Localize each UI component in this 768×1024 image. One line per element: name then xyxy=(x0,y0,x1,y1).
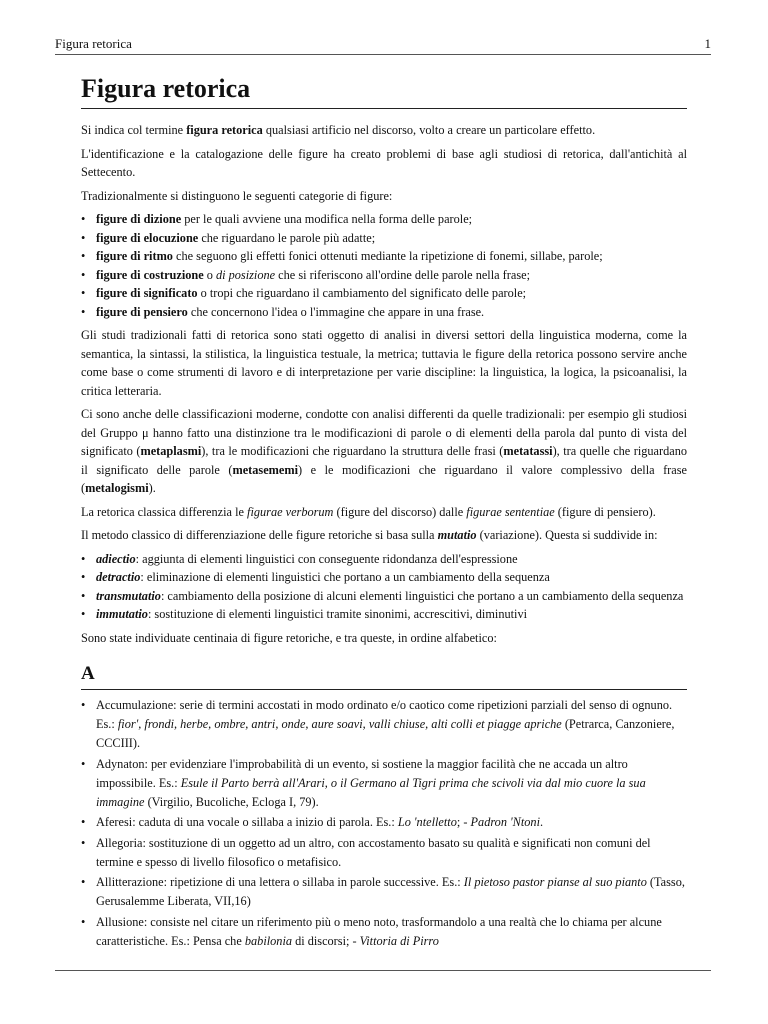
running-header xyxy=(55,36,711,52)
intro-paragraph xyxy=(81,121,687,140)
italic-term: Esule il Parto berrà all'Arari, o il Germano al Tigri prima che scivoli via dal mio cuore la sua immagine xyxy=(96,775,646,809)
text-run: ). xyxy=(148,481,156,495)
paragraph-classical xyxy=(81,503,687,522)
bullet-icon: • xyxy=(81,570,86,584)
text-run: che riguardano le parole più adatte; xyxy=(198,230,376,245)
bold-term: metaplasmi xyxy=(140,444,202,458)
list-item xyxy=(81,696,687,753)
list-item xyxy=(81,568,687,587)
paragraph-method xyxy=(81,526,687,545)
italic-term: figurae verborum xyxy=(247,504,334,519)
text-run: Allitterazione: ripetizione di una lettera o sillaba in parole successive. Es.: xyxy=(96,875,464,889)
text-run: ) e le modificazioni che riguardano il valore complessivo della frase ( xyxy=(81,462,687,495)
bullet-icon: • xyxy=(81,835,86,850)
bullet-icon: • xyxy=(81,875,86,889)
text-run: Aferesi: caduta di una vocale o sillaba a inizio di parola. Es.: xyxy=(96,815,398,829)
bullet-icon: • xyxy=(81,756,86,771)
bullet-icon: • xyxy=(81,212,86,226)
list-item xyxy=(81,229,687,248)
text-run: (variazione). Questa si suddivide in: xyxy=(476,528,658,542)
section-heading-a: A xyxy=(81,661,687,690)
figures-list-a xyxy=(81,696,687,951)
text-run: che seguono gli effetti fonici ottenuti mediante la ripetizione di fonemi, sillabe, parole; xyxy=(172,249,603,263)
categories-list xyxy=(81,210,687,321)
bold-term: figura retorica xyxy=(186,123,263,137)
text-run: (Virgilio, Bucoliche, Ecloga I, 79). xyxy=(144,794,319,809)
paragraph-categories-intro: Tradizionalmente si distinguono le seguenti categorie di figure: xyxy=(81,188,393,203)
bold-italic-term: mutatio xyxy=(437,528,477,542)
bold-term: figure di dizione xyxy=(96,212,182,226)
list-item xyxy=(81,266,687,285)
bullet-icon: • xyxy=(81,304,86,319)
text-run: Ci sono anche delle classificazioni moderne, condotte con analisi differenti da quelle tradizionali: per esempio gli studiosi del Gruppo μ hanno fatto una distinzione tra le modificazioni di parole o di elementi della parola dal punto di vista del significato ( xyxy=(81,407,687,458)
list-item xyxy=(81,755,687,812)
text-run: (Petrarca, Canzoniere, CCCIII). xyxy=(96,717,675,750)
bold-italic-term: transmutatio xyxy=(96,588,161,603)
running-title: Figura retorica xyxy=(55,36,132,51)
text-run: . xyxy=(540,815,544,829)
italic-term: Vittoria di Pirro xyxy=(359,933,439,948)
list-item xyxy=(81,284,687,303)
footer-divider xyxy=(55,970,711,971)
italic-term: Padron 'Ntoni xyxy=(470,815,541,829)
bullet-icon: • xyxy=(81,267,86,282)
list-item xyxy=(81,587,687,606)
italic-term: Lo 'ntelletto xyxy=(397,815,457,829)
text-run: ; - xyxy=(456,815,471,829)
bold-term: figure di elocuzione xyxy=(96,230,199,245)
text-run: per le quali avviene una modifica nella forma delle parole; xyxy=(181,212,473,226)
bold-term: figure di pensiero xyxy=(96,304,188,319)
text-run: : aggiunta di elementi linguistici con conseguente ridondanza dell'espressione xyxy=(135,551,518,566)
page-number: 1 xyxy=(704,36,711,51)
text-run: (figure del discorso) dalle xyxy=(333,504,467,519)
page-title: Figura retorica xyxy=(81,72,687,109)
text-run: : sostituzione di elementi linguistici tramite sinonimi, accrescitivi, diminutivi xyxy=(147,607,528,621)
text-run: ), tra quelle che riguardano il significato delle parole ( xyxy=(81,444,688,477)
bold-italic-term: immutatio xyxy=(96,607,148,621)
bold-term: metalogismi xyxy=(85,481,149,495)
text-run: Adynaton: per evidenziare l'improbabilità di un evento, si sostiene la maggior facilità che ne accada un altro impossibile. Es.: xyxy=(96,756,628,790)
text-run: Il metodo classico di differenziazione delle figure retoriche si basa sulla xyxy=(81,528,438,542)
bullet-icon: • xyxy=(81,914,86,929)
text-run: qualsiasi artificio nel discorso, volto a creare un particolare effetto. xyxy=(262,123,596,137)
bullet-icon: • xyxy=(81,607,86,621)
list-item xyxy=(81,550,687,569)
bullet-icon: • xyxy=(81,249,86,263)
italic-term: Il pietoso pastor pianse al suo pianto xyxy=(463,875,647,889)
bold-term: metasememi xyxy=(232,462,299,477)
article-body xyxy=(81,72,687,956)
header-divider xyxy=(55,54,711,55)
bullet-icon: • xyxy=(81,588,86,603)
list-item xyxy=(81,813,687,832)
bullet-icon: • xyxy=(81,230,86,245)
text-run: Allusione: consiste nel citare un riferimento più o meno noto, trasformandolo a una realtà che lo chiama per alcune caratteristiche. Es.: Pensa che xyxy=(96,914,662,948)
text-run: La retorica classica differenzia le xyxy=(81,504,248,519)
text-run: : cambiamento della posizione di alcuni elementi linguistici che portano a un cambiamento della sequenza xyxy=(160,588,684,603)
italic-term: di posizione xyxy=(216,267,276,282)
text-run: (Tasso, Gerusalemme Liberata, VII,16) xyxy=(96,875,685,908)
bold-term: figure di costruzione xyxy=(96,267,204,282)
text-run: che si riferiscono all'ordine delle parole nella frase; xyxy=(275,267,530,282)
list-item xyxy=(81,247,687,266)
bullet-icon: • xyxy=(81,286,86,300)
bold-term: metatassi xyxy=(503,444,553,458)
paragraph-catalog: L'identificazione e la catalogazione delle figure ha creato problemi di base agli studiosi di retorica, dall'antichità al Settecento. xyxy=(81,146,687,179)
text-run: Si indica col termine xyxy=(81,123,187,137)
paragraph-linguistics: Gli studi tradizionali fatti di retorica sono stati oggetto di analisi in diversi settori della linguistica moderna, come la semantica, la sintassi, la stilistica, la linguistica testuale, la metrica; tuttavia le figure della retorica possono servire anche come base o come strumenti di lavoro e di interpretazione per varie discipline: la linguistica, la logica, la psicoanalisi, la critica letteraria. xyxy=(81,328,687,398)
list-item xyxy=(81,913,687,951)
text-run: ), tra le modificazioni che riguardano la struttura delle frasi ( xyxy=(201,444,504,458)
list-item xyxy=(81,834,687,872)
list-item xyxy=(81,210,687,229)
bullet-icon: • xyxy=(81,698,86,712)
bullet-icon: • xyxy=(81,551,86,566)
italic-term: figurae sententiae xyxy=(466,504,555,519)
list-item xyxy=(81,605,687,624)
text-run: o xyxy=(203,267,216,282)
text-run: che concernono l'idea o l'immagine che appare in una frase. xyxy=(187,304,485,319)
bullet-icon: • xyxy=(81,815,86,829)
paragraph-alphabetical-intro: Sono state individuate centinaia di figure retoriche, e tra queste, in ordine alfabetico: xyxy=(81,630,497,645)
text-run: o tropi che riguardano il cambiamento del significato delle parole; xyxy=(197,286,527,300)
text-run: Accumulazione: serie di termini accostati in modo ordinato e/o caotico come ripetizioni parziali del senso di ognuno. Es.: xyxy=(96,698,673,731)
text-run: (figure di pensiero). xyxy=(554,504,656,519)
bold-italic-term: detractio xyxy=(96,570,141,584)
text-run: di discorsi; - xyxy=(292,933,360,948)
list-item xyxy=(81,873,687,911)
list-item xyxy=(81,303,687,322)
bold-term: figure di ritmo xyxy=(96,249,173,263)
bold-term: figure di significato xyxy=(96,286,198,300)
paragraph-modern-classifications xyxy=(81,405,687,498)
mutatio-list xyxy=(81,550,687,624)
text-run: : eliminazione di elementi linguistici che portano a un cambiamento della sequenza xyxy=(140,570,550,584)
bold-italic-term: adiectio xyxy=(96,551,136,566)
italic-term: fior', frondi, herbe, ombre, antri, onde, aure soavi, valli chiuse, alti colli et piagge apriche xyxy=(117,717,562,731)
italic-term: babilonia xyxy=(244,933,293,948)
text-run: Allegoria: sostituzione di un oggetto ad un altro, con accostamento basato su qualità e significati non comuni del termine e spesso di livello filosofico o metafisico. xyxy=(96,835,651,869)
